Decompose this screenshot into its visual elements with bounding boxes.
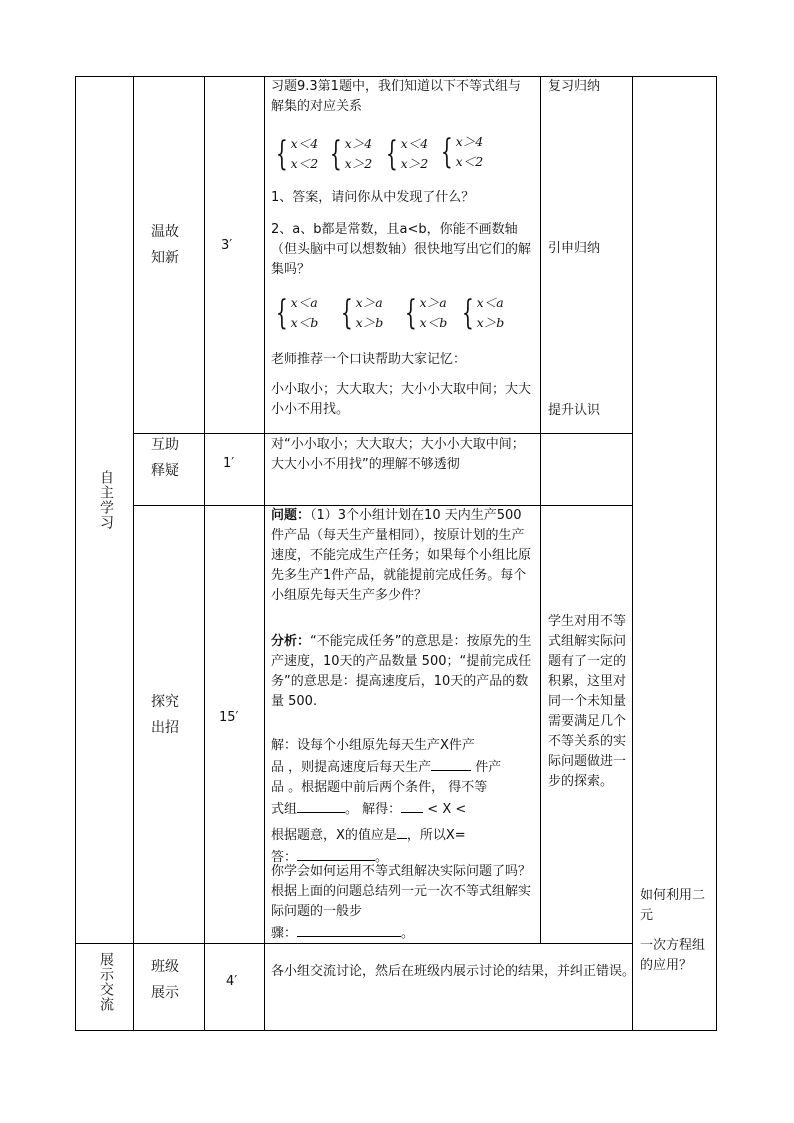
inequality-system: { x＜4 x＜2 [275,134,319,174]
blank-field[interactable] [397,824,407,839]
activity-review: 温故 知新 [151,224,179,266]
help-content: 对“小小取小；大大取大；大小小大取中间；大大小小不用找”的理解不够透彻 [271,437,525,472]
summary-text: 你学会如何运用不等式组解决实际问题了吗？根据上面的问题总结列一元一次不等式组解实际问题的一般步 骤： 。 [271,864,532,941]
blank-field[interactable] [297,798,345,813]
inequality-system: { x＞a x＜b [404,293,448,333]
review-mnemonic: 小小取小；大大取大；大小小大取中间；大大小小不用找。 [271,382,532,417]
time-help: 1′ [223,456,235,471]
activity-explore: 探究 出招 [151,694,179,736]
inequality-system: { x＜a x＜b [275,293,319,333]
note-improve: 提升认识 [548,403,601,418]
grid-line [204,76,205,1031]
stage-display: 展示交流 [98,952,114,1012]
note-explore: 学生对用不等式组解实际问题有了一定的积累，这里对同一个未知量需要满足几个不等关系的实际问题做进一步的探索。 [548,614,627,789]
note-review: 复习归纳 [548,79,601,94]
grid-line [133,76,134,1031]
stage-self-study: 自主学习 [98,470,114,530]
review-recommend: 老师推荐一个口诀帮助大家记忆： [271,352,467,367]
time-review: 3′ [221,238,233,253]
time-display: 4′ [226,974,238,989]
grid-line [133,433,632,434]
note-extend: 引申归纳 [548,241,601,256]
review-question-1: 1、答案，请问你从中发现了什么？ [271,190,475,205]
inequality-system: { x＞4 x＞2 [329,134,373,174]
activity-display: 班级 展示 [151,959,179,1001]
grid-line [264,76,265,1031]
review-intro: 习题9.3第1题中，我们知道以下不等式组与解集的对应关系 [271,79,521,114]
inequality-system: { x＜4 x＞2 [385,134,429,174]
blank-field[interactable] [401,798,423,813]
blank-field[interactable] [297,922,401,937]
display-content: 各小组交流讨论，然后在班级内展示讨论的结果，并纠正错误。 [271,964,636,979]
inequality-system: { x＞a x＞b [340,293,384,333]
blank-field[interactable] [431,756,471,771]
review-question-2: 2、a、b都是常数，且a<b，你能不画数轴（但头脑中可以想数轴）很快地写出它们的解集吗？ [271,222,532,277]
problem-text: 问题：（1）3个小组计划在10 天内生产500件产品（每天生产量相同），按原计划的生产速度，不能完成生产任务；如果每个小组比原先多生产1件产品，就能提前完成任务。每个小组原先每天生产多少件？ [271,508,532,603]
time-explore: 15′ [219,710,239,725]
solution-text: 解：设每个小组原先每天生产X件产 品 ，则提高速度后每天生产 件产 品 。根据题中前后两个条件， 得不等 式组 。 解得： < X < 根据题意，X的值应是 ，所以X= 答： 。 [271,738,502,865]
grid-line [632,76,633,1031]
inequality-system: { x＜a x＞b [461,293,505,333]
right-note: 如何利用二元 一次方程组的应用？ [640,888,706,973]
blank-field[interactable] [297,846,375,861]
inequality-system: { x＞4 x＜2 [440,132,484,172]
analysis-text: 分析：“不能完成任务”的意思是：按原先的生产速度，10天的产品数量 500；“提前完成任务”的意思是：提高速度后，10天的产品的数量 500. [271,634,532,709]
activity-help: 互助 释疑 [151,437,179,479]
grid-line [540,76,541,943]
